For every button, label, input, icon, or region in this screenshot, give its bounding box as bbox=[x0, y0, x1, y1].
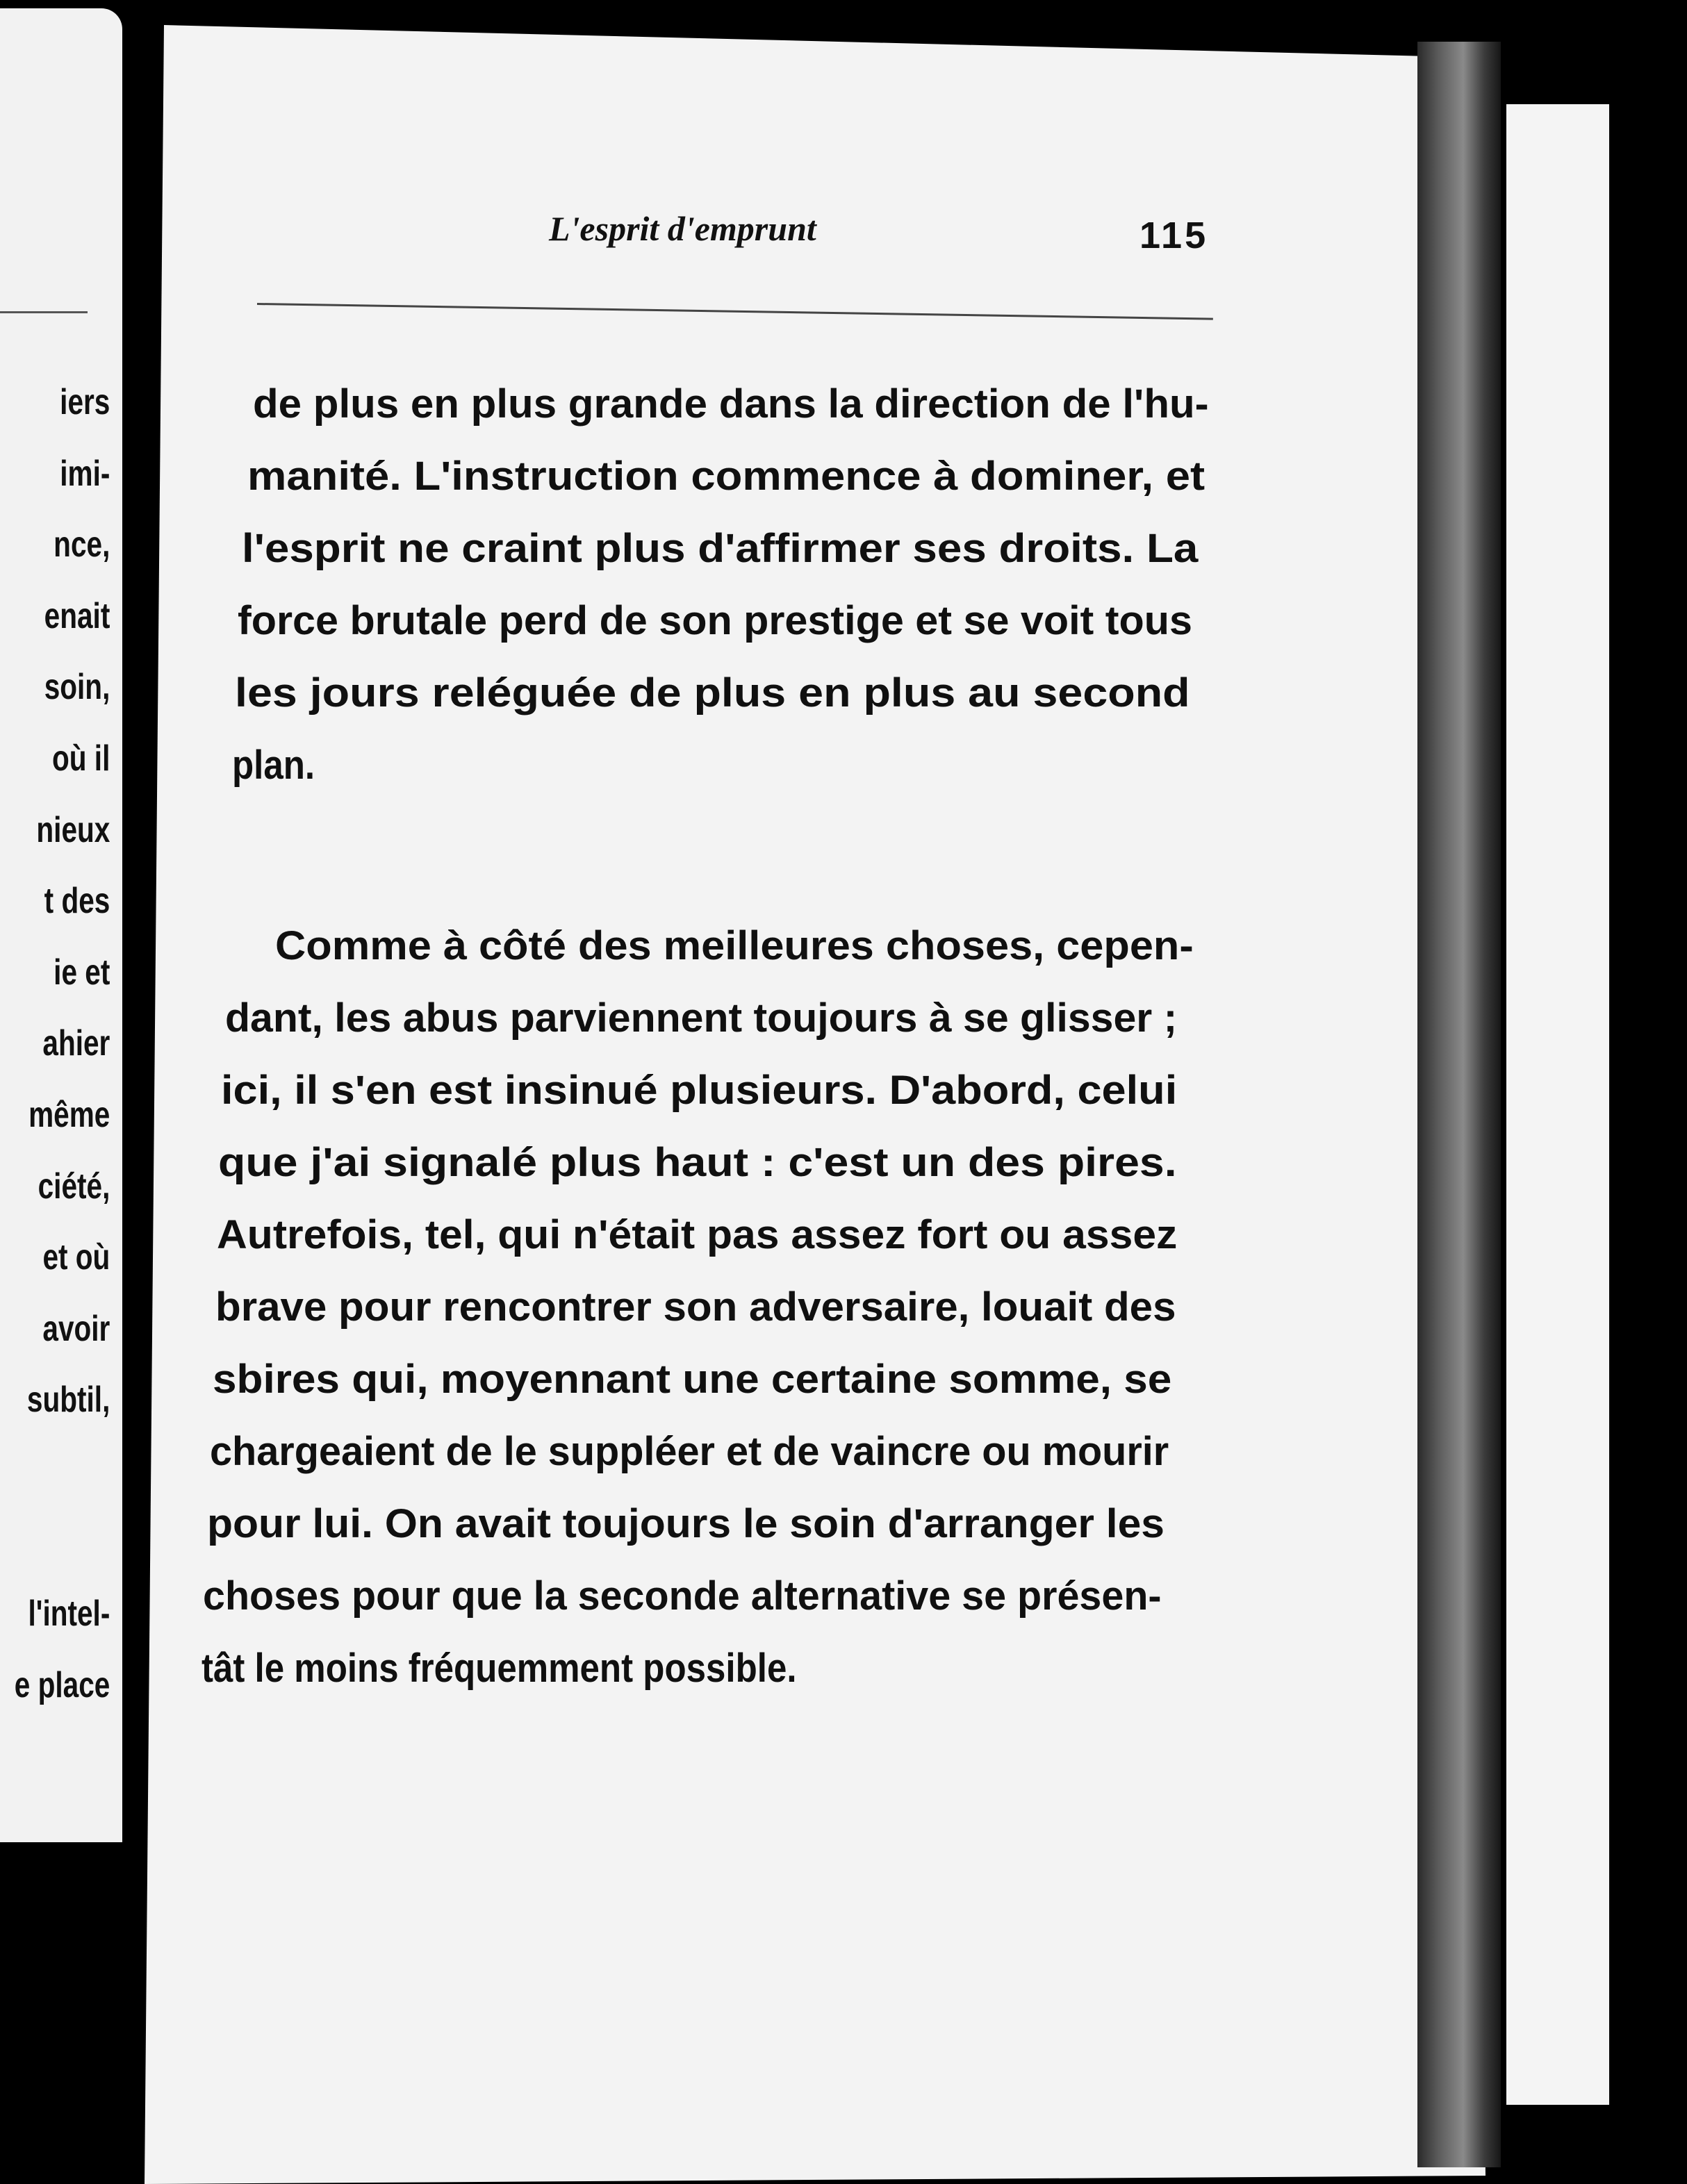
left-line: où il bbox=[51, 738, 110, 779]
left-page-rule bbox=[0, 311, 88, 313]
page-number: 115 bbox=[1139, 215, 1209, 256]
left-line: nieux bbox=[36, 809, 110, 850]
text-line: l'esprit ne craint plus d'affirmer ses droits. La bbox=[242, 526, 1199, 571]
left-line: soin, bbox=[44, 667, 110, 708]
left-line: et où bbox=[42, 1237, 110, 1278]
left-line: imi- bbox=[59, 453, 110, 494]
text-line: les jours reléguée de plus en plus au second bbox=[235, 670, 1190, 715]
left-line-gap bbox=[14, 1436, 110, 1578]
left-page-fragment bbox=[0, 8, 122, 1842]
left-line: nce, bbox=[53, 524, 110, 565]
text-line: brave pour rencontrer son adversaire, louait des bbox=[215, 1284, 1176, 1330]
text-line: tât le moins fréquemment possible. bbox=[201, 1646, 797, 1691]
left-line: l'intel- bbox=[28, 1593, 110, 1634]
book-spine-strip bbox=[1506, 104, 1609, 2105]
left-line: ahier bbox=[42, 1023, 110, 1064]
left-page-text bbox=[0, 367, 110, 1721]
text-line: Autrefois, tel, qui n'était pas assez fort ou assez bbox=[217, 1212, 1178, 1257]
text-line: plan. bbox=[232, 743, 315, 788]
left-line: iers bbox=[59, 382, 110, 422]
left-line: même bbox=[28, 1094, 110, 1135]
left-line: enait bbox=[44, 595, 110, 636]
text-line: Comme à côté des meilleures choses, cepen- bbox=[275, 923, 1194, 968]
left-line: t des bbox=[44, 881, 110, 922]
book-page-edge bbox=[1417, 42, 1501, 2167]
text-line: pour lui. On avait toujours le soin d'arranger les bbox=[207, 1501, 1165, 1546]
text-line: choses pour que la seconde alternative se présen- bbox=[203, 1573, 1162, 1619]
text-line: que j'ai signalé plus haut : c'est un des pires. bbox=[218, 1140, 1177, 1185]
text-line: ici, il s'en est insinué plusieurs. D'abord, celui bbox=[221, 1068, 1178, 1113]
text-line: manité. L'instruction commence à dominer, et bbox=[247, 454, 1205, 499]
running-head: L'esprit d'emprunt bbox=[549, 209, 816, 248]
text-line: force brutale perd de son prestige et se voit tous bbox=[238, 598, 1192, 643]
left-line: avoir bbox=[42, 1308, 110, 1349]
left-line: ciété, bbox=[38, 1166, 110, 1207]
left-line: ie et bbox=[53, 952, 110, 993]
text-line: de plus en plus grande dans la direction de l'hu- bbox=[253, 381, 1209, 427]
left-line: e place bbox=[14, 1664, 110, 1705]
left-line: subtil, bbox=[26, 1380, 110, 1421]
text-line: dant, les abus parviennent toujours à se glisser ; bbox=[225, 995, 1178, 1041]
text-line: sbires qui, moyennant une certaine somme, se bbox=[213, 1357, 1172, 1402]
text-line: chargeaient de le suppléer et de vaincre ou mourir bbox=[210, 1429, 1169, 1474]
